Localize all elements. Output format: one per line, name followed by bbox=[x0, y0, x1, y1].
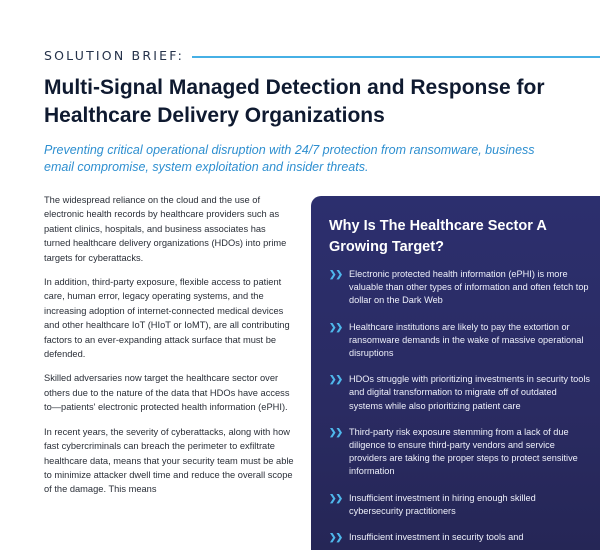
chevron-double-right-icon: ❯❯ bbox=[329, 492, 343, 503]
panel-list bbox=[329, 268, 591, 557]
chevron-double-right-icon: ❯❯ bbox=[329, 374, 343, 385]
healthcare-target-panel bbox=[311, 196, 600, 550]
list-item-text: HDOs struggle with prioritizing investments in security tools and digital transformation to migrate off of outdated systems while also prioritizing patient care bbox=[349, 374, 591, 411]
list-item bbox=[329, 531, 591, 544]
list-item bbox=[329, 321, 591, 361]
chevron-double-right-icon: ❯❯ bbox=[329, 269, 343, 279]
body-paragraph: The widespread reliance on the cloud and the use of electronic health records by healthcare providers such as patient clinics, hospitals, and business associates has turned healthcare delivery organizations (HDOs) into prime targets for cyberattacks. bbox=[44, 195, 287, 263]
chevron-double-right-icon: ❯❯ bbox=[329, 532, 343, 543]
body-column bbox=[44, 193, 294, 507]
body-paragraph: Skilled adversaries now target the healthcare sector over others due to the nature of the data that HDOs have access to—patients' electronic protected health information (ePHI). bbox=[44, 373, 290, 413]
body-paragraph: In recent years, the severity of cyberattacks, along with how fast cybercriminals can breach the perimeter to exfiltrate healthcare data, means that your security team must be able to minimize attacker dwell time and reduce the overall scope of the damage. This means bbox=[44, 426, 294, 495]
chevron-double-right-icon: ❯❯ bbox=[329, 426, 343, 437]
eyebrow-divider bbox=[192, 56, 600, 58]
list-item-text: Electronic protected health information (ePHI) is more valuable than other types of information and often fetch top dollar on the Dark Web bbox=[349, 269, 589, 306]
chevron-double-right-icon: ❯❯ bbox=[329, 321, 343, 332]
body-paragraph: In addition, third-party exposure, flexible access to patient care, human error, legacy operating systems, and the increasing adoption of internet-connected medical devices and other healthcare IoT (HIoT or IoMT), are all contributing factors to an ever-expanding attack surface that must be defended. bbox=[44, 277, 290, 360]
page-title: Multi-Signal Managed Detection and Response for Healthcare Delivery Organizations bbox=[44, 76, 545, 127]
list-item-text: Third-party risk exposure stemming from a lack of due diligence to ensure third-party vendors and service providers are taking the proper steps to protect sensitive information bbox=[349, 426, 578, 477]
list-item-text: Healthcare institutions are likely to pay the extortion or ransomware demands in the wake of massive operational disruptions bbox=[349, 321, 584, 359]
eyebrow-label: SOLUTION BRIEF: bbox=[44, 48, 185, 63]
panel-title: Why Is The Healthcare Sector A Growing Target? bbox=[329, 218, 547, 255]
list-item bbox=[329, 373, 591, 413]
list-item bbox=[329, 268, 591, 308]
list-item bbox=[329, 492, 591, 518]
list-item-text: Insufficient investment in security tools and bbox=[349, 532, 524, 543]
list-item-text: Insufficient investment in hiring enough skilled cybersecurity practitioners bbox=[349, 492, 536, 516]
list-item bbox=[329, 426, 591, 479]
page-subtitle: Preventing critical operational disruption with 24/7 protection from ransomware, business email compromise, system exploitation and insider threats. bbox=[44, 143, 535, 174]
